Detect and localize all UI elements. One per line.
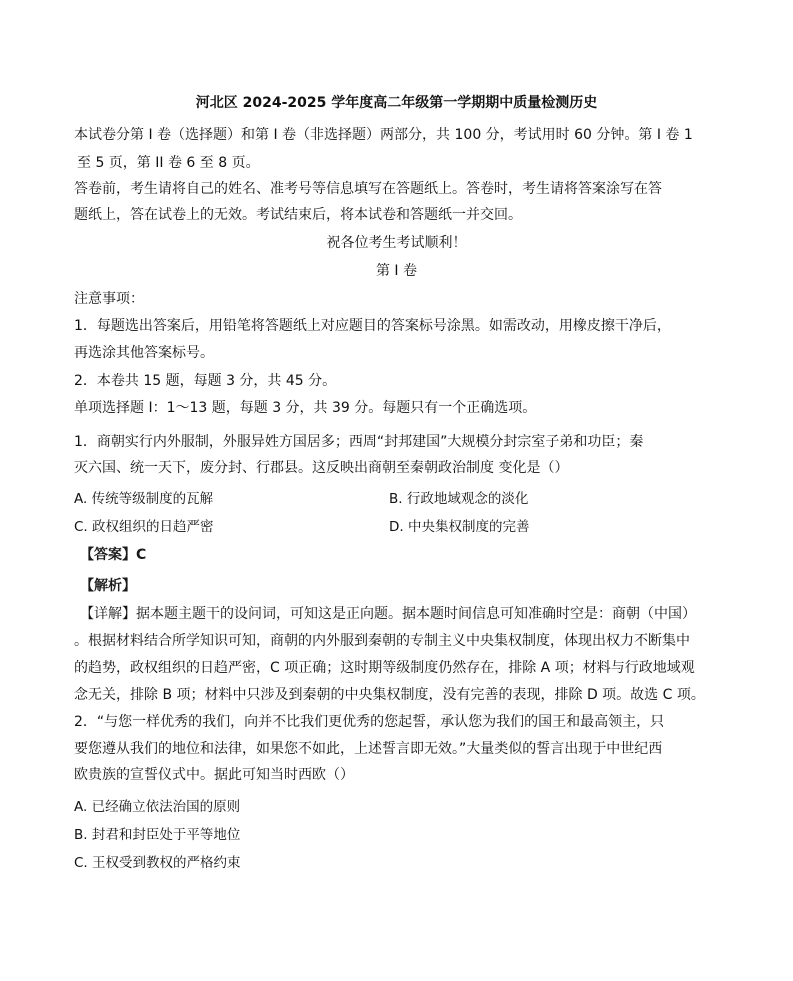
question-2-option-c: C. 王权受到教权的严格约束 (74, 855, 241, 871)
notes-heading: 注意事项： (74, 291, 144, 307)
volume-title: 第 I 卷 (375, 263, 418, 279)
question-1-analysis-line: 念无关，排除 B 项；材料中只涉及到秦朝的中央集权制度，没有完善的表现，排除 D 项。故选 C 项。 (74, 687, 705, 703)
intro-line: 至 5 页，第 II 卷 6 至 8 页。 (77, 155, 260, 171)
question-1-analysis-label: 【解析】 (80, 578, 136, 594)
question-1-option-d: D. 中央集权制度的完善 (389, 519, 530, 535)
question-1-analysis-line: 的趋势，政权组织的日趋严密，C 项正确；这时期等级制度仍然存在，排除 A 项；材料与行政地域观 (74, 660, 695, 676)
question-1-option-b: B. 行政地域观念的淡化 (389, 491, 529, 507)
note-line: 2．本卷共 15 题，每题 3 分，共 45 分。 (74, 373, 337, 389)
question-2-stem: 要您遵从我们的地位和法律，如果您不如此，上述誓言即无效。”大量类似的誓言出现于中世纪西 (74, 741, 663, 757)
intro-line: 题纸上，答在试卷上的无效。考试结束后，将本试卷和答题纸一并交回。 (74, 207, 522, 223)
wish-line: 祝各位考生考试顺利！ (326, 235, 467, 251)
question-1-option-a: A. 传统等级制度的瓦解 (74, 491, 214, 507)
intro-line: 答卷前，考生请将自己的姓名、准考号等信息填写在答题纸上。答卷时，考生请将答案涂写在答 (74, 181, 662, 197)
question-2-stem: 2．“与您一样优秀的我们，向并不比我们更优秀的您起誓，承认您为我们的国王和最高领主，只 (74, 714, 665, 730)
question-2-option-b: B. 封君和封臣处于平等地位 (74, 827, 241, 843)
question-1-option-c: C. 政权组织的日趋严密 (74, 519, 214, 535)
section-heading: 单项选择题 I：1～13 题，每题 3 分，共 39 分。每题只有一个正确选项。 (74, 400, 537, 416)
question-2-option-a: A. 已经确立依法治国的原则 (74, 799, 241, 815)
exam-title: 河北区 2024-2025 学年度高二年级第一学期期中质量检测历史 (195, 95, 598, 111)
question-1-analysis-line: 【详解】据本题主题干的设问词，可知这是正向题。据本题时间信息可知准确时空是：商朝（中国） (80, 606, 696, 622)
question-1-answer: 【答案】C (80, 547, 147, 563)
question-2-stem: 欧贵族的宣誓仪式中。据此可知当时西欧（） (74, 767, 354, 783)
question-1-stem: 1．商朝实行内外服制，外服异姓方国居多；西周“封邦建国”大规模分封宗室子弟和功臣；秦 (74, 434, 644, 450)
intro-line: 本试卷分第 I 卷（选择题）和第 I 卷（非选择题）两部分，共 100 分，考试用时 60 分钟。第 I 卷 1 (74, 127, 693, 143)
question-1-analysis-line: 。根据材料结合所学知识可知，商朝的内外服到秦朝的专制主义中央集权制度，体现出权力不断集中 (74, 633, 690, 649)
question-1-stem: 灭六国、统一天下，废分封、行郡县。这反映出商朝至秦朝政治制度 变化是（） (74, 460, 569, 476)
note-line: 再选涂其他答案标号。 (74, 345, 214, 361)
note-line: 1．每题选出答案后，用铅笔将答题纸上对应题目的答案标号涂黑。如需改动，用橡皮擦干净后， (74, 318, 671, 334)
